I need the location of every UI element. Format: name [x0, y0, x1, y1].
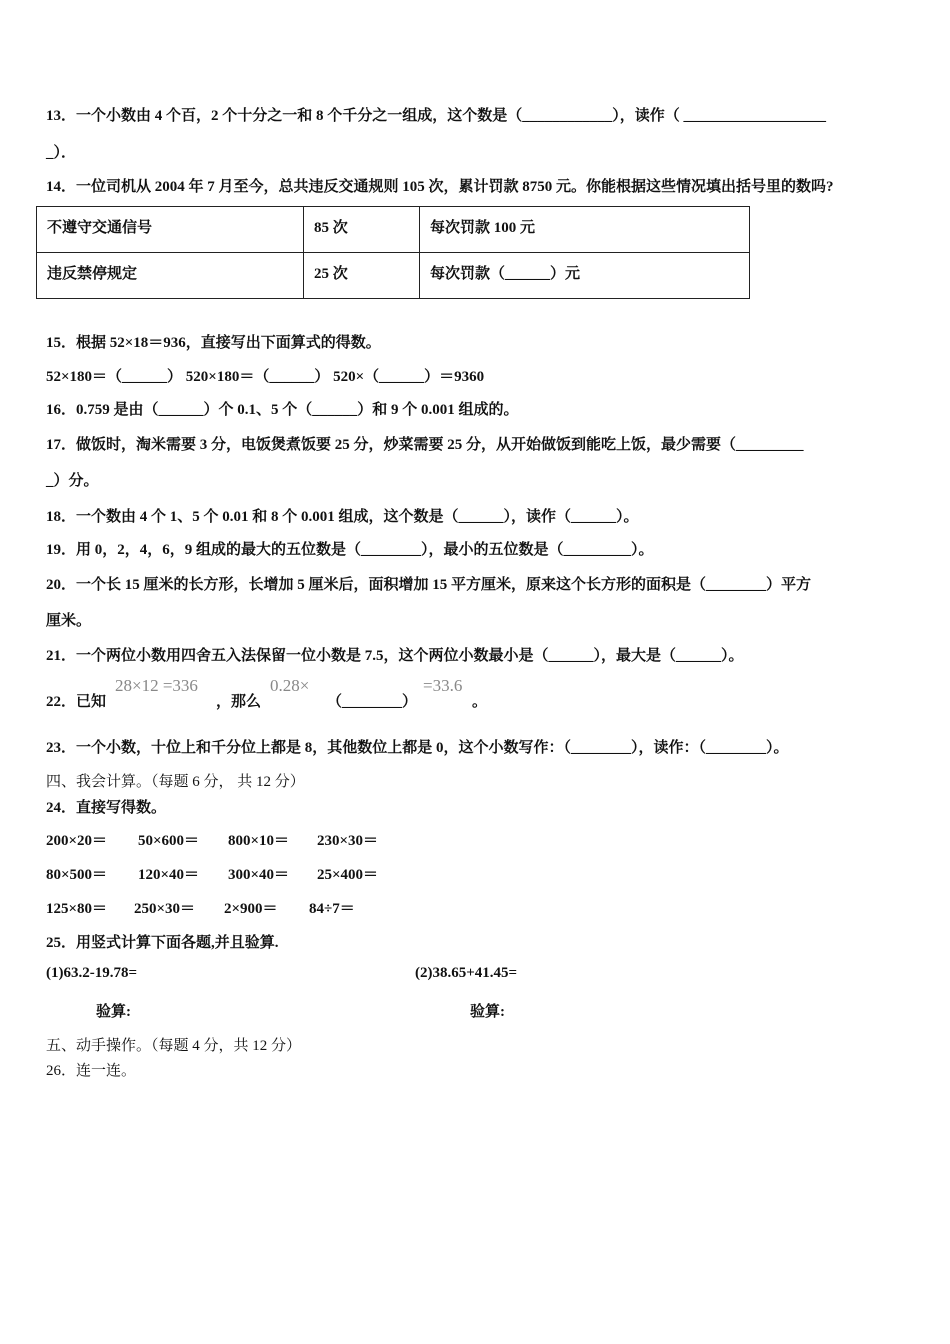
q24-item: 230×30＝ [317, 833, 379, 849]
table-cell: 85 次 [304, 207, 420, 253]
q22-prefix: 22．已知 [46, 694, 107, 710]
table-cell: 每次罚款（______）元 [420, 253, 750, 299]
q22-mid: ，那么 [216, 694, 262, 710]
q13-line2: _）． [46, 145, 77, 161]
q22-math2: 0.28× [270, 676, 310, 695]
q25-part1: (1)63.2-19.78= [46, 965, 138, 981]
q24-item: 250×30＝ [134, 901, 196, 917]
q14-text: 14．一位司机从 2004 年 7 月至今，总共违反交通规则 105 次，累计罚款 8750 元。你能根据这些情况填出括号里的数吗? [46, 179, 834, 195]
q15-line1: 15．根据 52×18＝936，直接写出下面算式的得数。 [46, 335, 381, 351]
q25-title: 25．用竖式计算下面各题,并且验算. [46, 935, 279, 951]
q25-check-label: 验算: [96, 1004, 131, 1020]
q21: 21．一个两位小数用四舍五入法保留一位小数是 7.5，这个两位小数最小是（______），最大是（______）。 [46, 648, 744, 664]
table-row [37, 207, 750, 253]
q25-check-label: 验算: [470, 1004, 505, 1020]
q24-item: 80×500＝ [46, 867, 108, 883]
q24-item: 300×40＝ [228, 867, 290, 883]
q23: 23．一个小数，十位上和千分位上都是 8，其他数位上都是 0，这个小数写作：（________），读作：（________）。 [46, 740, 789, 756]
section-5-heading: 五、动手操作。（每题 4 分，共 12 分） [46, 1038, 302, 1054]
q22-blank: （________） [327, 694, 418, 710]
q26: 26．连一连。 [46, 1063, 137, 1079]
q14-table [36, 206, 750, 299]
table-cell: 每次罚款 100 元 [420, 207, 750, 253]
q20-line2: 厘米。 [46, 613, 92, 629]
q22-end: 。 [472, 694, 488, 710]
q24-item: 25×400＝ [317, 867, 379, 883]
q24-item: 125×80＝ [46, 901, 108, 917]
q13-line1: 13．一个小数由 4 个百，2 个十分之一和 8 个千分之一组成，这个数是（____________），读作（ ___________________ [46, 108, 827, 124]
section-4-heading: 四、我会计算。（每题 6 分， 共 12 分） [46, 774, 305, 790]
q19: 19．用 0，2，4，6，9 组成的最大的五位数是（________），最小的五位数是（_________）。 [46, 542, 654, 558]
table-row [37, 253, 750, 299]
q20-line1: 20．一个长 15 厘米的长方形，长增加 5 厘米后，面积增加 15 平方厘米，原来这个长方形的面积是（________）平方 [46, 577, 812, 593]
q22-math1: 28×12 =336 [115, 676, 198, 695]
q24-title: 24．直接写得数。 [46, 800, 167, 816]
q18: 18．一个数由 4 个 1、5 个 0.01 和 8 个 0.001 组成，这个数是（______），读作（______）。 [46, 509, 639, 525]
q24-item: 84÷7＝ [309, 901, 355, 917]
q16: 16．0.759 是由（______）个 0.1、5 个（______）和 9 个 0.001 组成的。 [46, 402, 519, 418]
table-cell: 不遵守交通信号 [37, 207, 304, 253]
q24-item: 50×600＝ [138, 833, 200, 849]
q24-item: 120×40＝ [138, 867, 200, 883]
q15-line2: 52×180＝（______） 520×180＝（______） 520×（______）＝9360 [46, 369, 485, 385]
table-cell: 违反禁停规定 [37, 253, 304, 299]
q22-math3: =33.6 [423, 676, 463, 695]
q24-item: 2×900＝ [224, 901, 278, 917]
q25-part2: (2)38.65+41.45= [415, 965, 518, 981]
q17-line1: 17．做饭时，淘米需要 3 分，电饭煲煮饭要 25 分，炒菜需要 25 分，从开始做饭到能吃上饭，最少需要（_________ [46, 437, 804, 453]
q17-line2: _）分。 [46, 473, 99, 489]
q24-item: 200×20＝ [46, 833, 108, 849]
table-cell: 25 次 [304, 253, 420, 299]
q24-item: 800×10＝ [228, 833, 290, 849]
